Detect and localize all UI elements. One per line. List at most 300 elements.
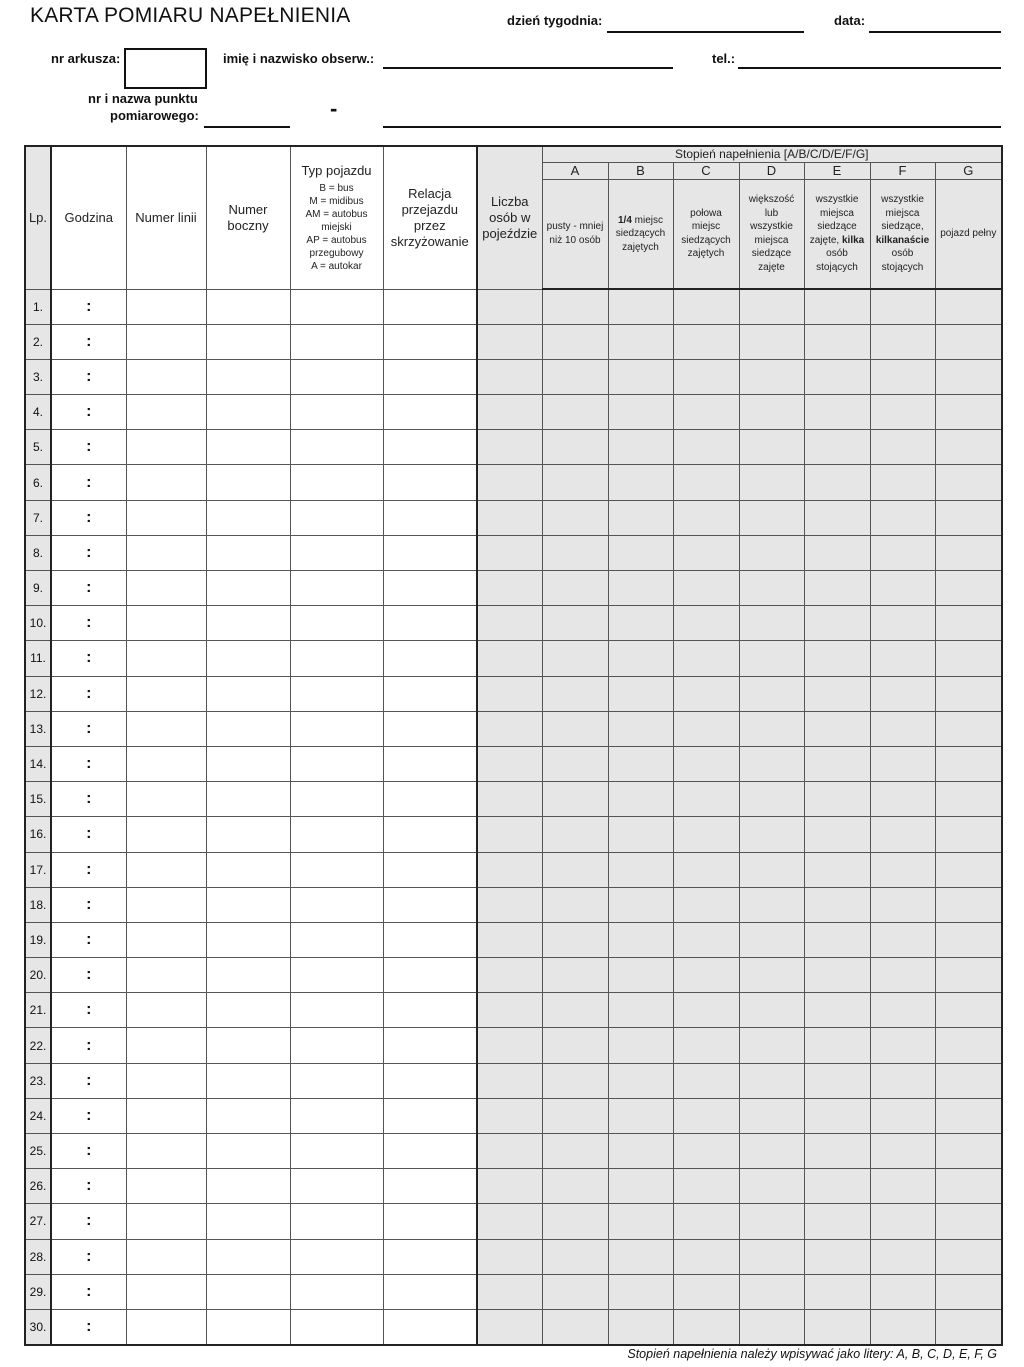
cell-level-e[interactable]: [804, 324, 870, 359]
cell-typ-pojazdu[interactable]: [290, 606, 383, 641]
cell-level-d[interactable]: [739, 606, 804, 641]
cell-relacja[interactable]: [383, 887, 477, 922]
cell-level-a[interactable]: [542, 1134, 608, 1169]
cell-numer-linii[interactable]: [126, 922, 206, 957]
cell-level-g[interactable]: [935, 1169, 1002, 1204]
cell-level-f[interactable]: [870, 993, 935, 1028]
cell-numer-boczny[interactable]: [206, 430, 290, 465]
cell-numer-boczny[interactable]: [206, 676, 290, 711]
cell-godzina[interactable]: :: [51, 1063, 126, 1098]
cell-level-g[interactable]: [935, 993, 1002, 1028]
cell-level-e[interactable]: [804, 1274, 870, 1309]
cell-level-g[interactable]: [935, 958, 1002, 993]
cell-relacja[interactable]: [383, 324, 477, 359]
cell-godzina[interactable]: :: [51, 1098, 126, 1133]
cell-level-e[interactable]: [804, 746, 870, 781]
cell-numer-linii[interactable]: [126, 711, 206, 746]
cell-godzina[interactable]: :: [51, 430, 126, 465]
cell-level-g[interactable]: [935, 1239, 1002, 1274]
cell-level-a[interactable]: [542, 746, 608, 781]
cell-level-b[interactable]: [608, 676, 673, 711]
cell-level-e[interactable]: [804, 1134, 870, 1169]
cell-level-e[interactable]: [804, 1098, 870, 1133]
cell-level-e[interactable]: [804, 993, 870, 1028]
cell-level-b[interactable]: [608, 571, 673, 606]
cell-level-c[interactable]: [673, 571, 739, 606]
cell-level-c[interactable]: [673, 852, 739, 887]
cell-typ-pojazdu[interactable]: [290, 359, 383, 394]
cell-relacja[interactable]: [383, 1098, 477, 1133]
cell-level-d[interactable]: [739, 958, 804, 993]
cell-numer-boczny[interactable]: [206, 1134, 290, 1169]
cell-relacja[interactable]: [383, 676, 477, 711]
cell-numer-boczny[interactable]: [206, 395, 290, 430]
cell-level-d[interactable]: [739, 1063, 804, 1098]
cell-numer-linii[interactable]: [126, 359, 206, 394]
cell-level-b[interactable]: [608, 746, 673, 781]
cell-godzina[interactable]: :: [51, 1274, 126, 1309]
cell-level-b[interactable]: [608, 711, 673, 746]
cell-level-d[interactable]: [739, 922, 804, 957]
cell-godzina[interactable]: :: [51, 746, 126, 781]
cell-relacja[interactable]: [383, 1309, 477, 1344]
cell-numer-boczny[interactable]: [206, 359, 290, 394]
cell-godzina[interactable]: :: [51, 711, 126, 746]
cell-level-b[interactable]: [608, 782, 673, 817]
cell-level-c[interactable]: [673, 782, 739, 817]
cell-level-g[interactable]: [935, 465, 1002, 500]
cell-level-a[interactable]: [542, 359, 608, 394]
cell-level-b[interactable]: [608, 395, 673, 430]
cell-liczba-osob[interactable]: [477, 958, 542, 993]
cell-level-f[interactable]: [870, 1169, 935, 1204]
cell-level-a[interactable]: [542, 1274, 608, 1309]
cell-level-c[interactable]: [673, 676, 739, 711]
cell-level-g[interactable]: [935, 922, 1002, 957]
cell-level-b[interactable]: [608, 1134, 673, 1169]
cell-level-c[interactable]: [673, 324, 739, 359]
cell-liczba-osob[interactable]: [477, 1063, 542, 1098]
cell-level-g[interactable]: [935, 887, 1002, 922]
cell-liczba-osob[interactable]: [477, 324, 542, 359]
cell-level-g[interactable]: [935, 500, 1002, 535]
cell-level-b[interactable]: [608, 324, 673, 359]
cell-liczba-osob[interactable]: [477, 1309, 542, 1344]
cell-level-c[interactable]: [673, 958, 739, 993]
cell-level-f[interactable]: [870, 571, 935, 606]
cell-level-d[interactable]: [739, 887, 804, 922]
cell-liczba-osob[interactable]: [477, 1028, 542, 1063]
cell-level-a[interactable]: [542, 1169, 608, 1204]
cell-level-f[interactable]: [870, 430, 935, 465]
cell-typ-pojazdu[interactable]: [290, 782, 383, 817]
cell-relacja[interactable]: [383, 500, 477, 535]
cell-level-c[interactable]: [673, 359, 739, 394]
date-field[interactable]: [869, 31, 1001, 33]
cell-level-b[interactable]: [608, 1098, 673, 1133]
cell-numer-boczny[interactable]: [206, 958, 290, 993]
cell-level-c[interactable]: [673, 606, 739, 641]
cell-level-a[interactable]: [542, 1204, 608, 1239]
cell-level-c[interactable]: [673, 535, 739, 570]
cell-numer-linii[interactable]: [126, 1274, 206, 1309]
cell-level-d[interactable]: [739, 1028, 804, 1063]
cell-level-f[interactable]: [870, 746, 935, 781]
cell-typ-pojazdu[interactable]: [290, 289, 383, 324]
cell-level-d[interactable]: [739, 711, 804, 746]
cell-level-f[interactable]: [870, 958, 935, 993]
cell-level-e[interactable]: [804, 571, 870, 606]
cell-liczba-osob[interactable]: [477, 641, 542, 676]
cell-typ-pojazdu[interactable]: [290, 1239, 383, 1274]
cell-relacja[interactable]: [383, 1239, 477, 1274]
cell-typ-pojazdu[interactable]: [290, 852, 383, 887]
cell-level-f[interactable]: [870, 395, 935, 430]
cell-numer-linii[interactable]: [126, 395, 206, 430]
cell-level-f[interactable]: [870, 359, 935, 394]
cell-level-c[interactable]: [673, 1098, 739, 1133]
cell-level-c[interactable]: [673, 1169, 739, 1204]
cell-numer-linii[interactable]: [126, 1028, 206, 1063]
cell-level-b[interactable]: [608, 1239, 673, 1274]
cell-level-a[interactable]: [542, 993, 608, 1028]
cell-level-g[interactable]: [935, 324, 1002, 359]
cell-liczba-osob[interactable]: [477, 1134, 542, 1169]
cell-numer-boczny[interactable]: [206, 1309, 290, 1344]
cell-level-f[interactable]: [870, 782, 935, 817]
cell-level-e[interactable]: [804, 817, 870, 852]
cell-level-a[interactable]: [542, 922, 608, 957]
cell-typ-pojazdu[interactable]: [290, 430, 383, 465]
cell-godzina[interactable]: :: [51, 1134, 126, 1169]
cell-level-c[interactable]: [673, 395, 739, 430]
cell-level-d[interactable]: [739, 395, 804, 430]
cell-typ-pojazdu[interactable]: [290, 1169, 383, 1204]
cell-liczba-osob[interactable]: [477, 359, 542, 394]
cell-level-b[interactable]: [608, 1309, 673, 1344]
cell-level-c[interactable]: [673, 746, 739, 781]
cell-level-f[interactable]: [870, 817, 935, 852]
cell-typ-pojazdu[interactable]: [290, 1204, 383, 1239]
cell-liczba-osob[interactable]: [477, 1169, 542, 1204]
cell-numer-linii[interactable]: [126, 1134, 206, 1169]
cell-typ-pojazdu[interactable]: [290, 395, 383, 430]
cell-level-b[interactable]: [608, 1028, 673, 1063]
cell-typ-pojazdu[interactable]: [290, 746, 383, 781]
cell-level-b[interactable]: [608, 1063, 673, 1098]
cell-level-c[interactable]: [673, 465, 739, 500]
cell-level-a[interactable]: [542, 641, 608, 676]
cell-level-d[interactable]: [739, 1169, 804, 1204]
cell-numer-linii[interactable]: [126, 746, 206, 781]
cell-level-e[interactable]: [804, 958, 870, 993]
cell-numer-linii[interactable]: [126, 324, 206, 359]
cell-numer-boczny[interactable]: [206, 1274, 290, 1309]
cell-relacja[interactable]: [383, 535, 477, 570]
cell-typ-pojazdu[interactable]: [290, 1134, 383, 1169]
cell-numer-boczny[interactable]: [206, 500, 290, 535]
cell-level-d[interactable]: [739, 782, 804, 817]
cell-relacja[interactable]: [383, 817, 477, 852]
cell-level-d[interactable]: [739, 817, 804, 852]
cell-level-a[interactable]: [542, 1239, 608, 1274]
cell-godzina[interactable]: :: [51, 676, 126, 711]
cell-godzina[interactable]: :: [51, 1239, 126, 1274]
cell-level-b[interactable]: [608, 993, 673, 1028]
cell-level-g[interactable]: [935, 711, 1002, 746]
sheet-number-field[interactable]: [124, 48, 207, 89]
cell-typ-pojazdu[interactable]: [290, 1309, 383, 1344]
cell-level-c[interactable]: [673, 817, 739, 852]
cell-numer-linii[interactable]: [126, 676, 206, 711]
cell-liczba-osob[interactable]: [477, 1098, 542, 1133]
cell-level-g[interactable]: [935, 1098, 1002, 1133]
day-of-week-field[interactable]: [607, 31, 804, 33]
cell-typ-pojazdu[interactable]: [290, 641, 383, 676]
cell-godzina[interactable]: :: [51, 852, 126, 887]
cell-level-f[interactable]: [870, 887, 935, 922]
cell-relacja[interactable]: [383, 359, 477, 394]
cell-numer-boczny[interactable]: [206, 641, 290, 676]
cell-level-g[interactable]: [935, 430, 1002, 465]
cell-godzina[interactable]: :: [51, 500, 126, 535]
cell-numer-linii[interactable]: [126, 782, 206, 817]
cell-numer-linii[interactable]: [126, 1063, 206, 1098]
cell-level-a[interactable]: [542, 289, 608, 324]
cell-typ-pojazdu[interactable]: [290, 711, 383, 746]
cell-level-a[interactable]: [542, 1028, 608, 1063]
cell-level-a[interactable]: [542, 500, 608, 535]
cell-liczba-osob[interactable]: [477, 465, 542, 500]
cell-liczba-osob[interactable]: [477, 852, 542, 887]
cell-level-c[interactable]: [673, 289, 739, 324]
cell-level-d[interactable]: [739, 500, 804, 535]
cell-level-d[interactable]: [739, 993, 804, 1028]
cell-numer-linii[interactable]: [126, 1309, 206, 1344]
cell-godzina[interactable]: :: [51, 1204, 126, 1239]
cell-typ-pojazdu[interactable]: [290, 1098, 383, 1133]
cell-level-a[interactable]: [542, 852, 608, 887]
cell-level-e[interactable]: [804, 887, 870, 922]
cell-level-a[interactable]: [542, 1309, 608, 1344]
cell-numer-boczny[interactable]: [206, 324, 290, 359]
cell-liczba-osob[interactable]: [477, 922, 542, 957]
cell-level-a[interactable]: [542, 571, 608, 606]
cell-liczba-osob[interactable]: [477, 606, 542, 641]
cell-level-c[interactable]: [673, 1063, 739, 1098]
cell-relacja[interactable]: [383, 922, 477, 957]
cell-relacja[interactable]: [383, 958, 477, 993]
cell-relacja[interactable]: [383, 1204, 477, 1239]
cell-level-e[interactable]: [804, 500, 870, 535]
cell-level-f[interactable]: [870, 289, 935, 324]
cell-level-e[interactable]: [804, 465, 870, 500]
cell-level-e[interactable]: [804, 711, 870, 746]
cell-level-f[interactable]: [870, 465, 935, 500]
cell-level-b[interactable]: [608, 1169, 673, 1204]
cell-level-f[interactable]: [870, 676, 935, 711]
cell-level-b[interactable]: [608, 500, 673, 535]
cell-relacja[interactable]: [383, 1028, 477, 1063]
cell-relacja[interactable]: [383, 465, 477, 500]
phone-field[interactable]: [738, 67, 1001, 69]
cell-liczba-osob[interactable]: [477, 887, 542, 922]
cell-level-d[interactable]: [739, 324, 804, 359]
cell-level-d[interactable]: [739, 289, 804, 324]
cell-level-a[interactable]: [542, 535, 608, 570]
cell-liczba-osob[interactable]: [477, 782, 542, 817]
cell-godzina[interactable]: :: [51, 324, 126, 359]
cell-numer-boczny[interactable]: [206, 852, 290, 887]
cell-numer-linii[interactable]: [126, 1098, 206, 1133]
cell-level-e[interactable]: [804, 1239, 870, 1274]
cell-godzina[interactable]: :: [51, 641, 126, 676]
cell-relacja[interactable]: [383, 1169, 477, 1204]
cell-typ-pojazdu[interactable]: [290, 500, 383, 535]
cell-level-g[interactable]: [935, 782, 1002, 817]
cell-liczba-osob[interactable]: [477, 395, 542, 430]
cell-typ-pojazdu[interactable]: [290, 535, 383, 570]
cell-level-b[interactable]: [608, 465, 673, 500]
cell-godzina[interactable]: :: [51, 606, 126, 641]
cell-numer-boczny[interactable]: [206, 1169, 290, 1204]
cell-level-e[interactable]: [804, 1169, 870, 1204]
cell-level-g[interactable]: [935, 1204, 1002, 1239]
cell-godzina[interactable]: :: [51, 782, 126, 817]
cell-level-e[interactable]: [804, 1309, 870, 1344]
cell-godzina[interactable]: :: [51, 571, 126, 606]
cell-level-b[interactable]: [608, 606, 673, 641]
cell-level-a[interactable]: [542, 465, 608, 500]
cell-numer-boczny[interactable]: [206, 922, 290, 957]
cell-relacja[interactable]: [383, 711, 477, 746]
cell-relacja[interactable]: [383, 1063, 477, 1098]
cell-level-e[interactable]: [804, 852, 870, 887]
cell-level-a[interactable]: [542, 395, 608, 430]
cell-numer-linii[interactable]: [126, 500, 206, 535]
cell-level-f[interactable]: [870, 1134, 935, 1169]
cell-level-a[interactable]: [542, 711, 608, 746]
cell-level-a[interactable]: [542, 782, 608, 817]
cell-level-f[interactable]: [870, 1098, 935, 1133]
cell-godzina[interactable]: :: [51, 1309, 126, 1344]
cell-level-d[interactable]: [739, 1098, 804, 1133]
cell-level-e[interactable]: [804, 1028, 870, 1063]
cell-typ-pojazdu[interactable]: [290, 922, 383, 957]
cell-level-g[interactable]: [935, 395, 1002, 430]
cell-level-c[interactable]: [673, 430, 739, 465]
cell-level-e[interactable]: [804, 1204, 870, 1239]
cell-level-d[interactable]: [739, 465, 804, 500]
cell-relacja[interactable]: [383, 1274, 477, 1309]
cell-level-g[interactable]: [935, 571, 1002, 606]
cell-level-c[interactable]: [673, 500, 739, 535]
cell-typ-pojazdu[interactable]: [290, 958, 383, 993]
cell-level-d[interactable]: [739, 1239, 804, 1274]
cell-godzina[interactable]: :: [51, 359, 126, 394]
cell-level-b[interactable]: [608, 817, 673, 852]
cell-level-e[interactable]: [804, 641, 870, 676]
cell-level-a[interactable]: [542, 817, 608, 852]
cell-typ-pojazdu[interactable]: [290, 1028, 383, 1063]
cell-level-e[interactable]: [804, 289, 870, 324]
cell-numer-linii[interactable]: [126, 817, 206, 852]
cell-liczba-osob[interactable]: [477, 289, 542, 324]
cell-liczba-osob[interactable]: [477, 535, 542, 570]
cell-level-f[interactable]: [870, 1204, 935, 1239]
cell-level-f[interactable]: [870, 1063, 935, 1098]
cell-typ-pojazdu[interactable]: [290, 1274, 383, 1309]
cell-level-c[interactable]: [673, 887, 739, 922]
cell-typ-pojazdu[interactable]: [290, 324, 383, 359]
cell-level-g[interactable]: [935, 676, 1002, 711]
cell-level-a[interactable]: [542, 324, 608, 359]
cell-numer-boczny[interactable]: [206, 782, 290, 817]
observer-name-field[interactable]: [383, 67, 673, 69]
cell-numer-linii[interactable]: [126, 535, 206, 570]
cell-level-d[interactable]: [739, 852, 804, 887]
cell-godzina[interactable]: :: [51, 465, 126, 500]
cell-typ-pojazdu[interactable]: [290, 571, 383, 606]
cell-level-g[interactable]: [935, 1274, 1002, 1309]
cell-level-f[interactable]: [870, 1239, 935, 1274]
cell-level-f[interactable]: [870, 324, 935, 359]
cell-typ-pojazdu[interactable]: [290, 817, 383, 852]
cell-level-e[interactable]: [804, 606, 870, 641]
cell-level-d[interactable]: [739, 676, 804, 711]
cell-level-a[interactable]: [542, 958, 608, 993]
cell-typ-pojazdu[interactable]: [290, 1063, 383, 1098]
cell-level-e[interactable]: [804, 676, 870, 711]
cell-level-e[interactable]: [804, 1063, 870, 1098]
cell-level-g[interactable]: [935, 359, 1002, 394]
cell-numer-linii[interactable]: [126, 852, 206, 887]
cell-level-b[interactable]: [608, 958, 673, 993]
cell-liczba-osob[interactable]: [477, 993, 542, 1028]
cell-relacja[interactable]: [383, 430, 477, 465]
cell-level-f[interactable]: [870, 1274, 935, 1309]
cell-level-d[interactable]: [739, 641, 804, 676]
cell-level-e[interactable]: [804, 359, 870, 394]
cell-level-e[interactable]: [804, 395, 870, 430]
cell-numer-linii[interactable]: [126, 1204, 206, 1239]
cell-level-f[interactable]: [870, 535, 935, 570]
cell-numer-boczny[interactable]: [206, 571, 290, 606]
cell-relacja[interactable]: [383, 289, 477, 324]
cell-level-b[interactable]: [608, 535, 673, 570]
cell-level-d[interactable]: [739, 746, 804, 781]
cell-level-f[interactable]: [870, 922, 935, 957]
cell-godzina[interactable]: :: [51, 289, 126, 324]
cell-numer-linii[interactable]: [126, 887, 206, 922]
cell-relacja[interactable]: [383, 852, 477, 887]
cell-typ-pojazdu[interactable]: [290, 993, 383, 1028]
cell-level-g[interactable]: [935, 746, 1002, 781]
cell-liczba-osob[interactable]: [477, 746, 542, 781]
cell-liczba-osob[interactable]: [477, 500, 542, 535]
cell-level-g[interactable]: [935, 535, 1002, 570]
cell-typ-pojazdu[interactable]: [290, 887, 383, 922]
cell-level-a[interactable]: [542, 430, 608, 465]
cell-liczba-osob[interactable]: [477, 1239, 542, 1274]
cell-numer-boczny[interactable]: [206, 711, 290, 746]
cell-liczba-osob[interactable]: [477, 817, 542, 852]
cell-liczba-osob[interactable]: [477, 676, 542, 711]
cell-level-f[interactable]: [870, 852, 935, 887]
cell-level-b[interactable]: [608, 359, 673, 394]
cell-numer-boczny[interactable]: [206, 289, 290, 324]
cell-level-c[interactable]: [673, 1309, 739, 1344]
